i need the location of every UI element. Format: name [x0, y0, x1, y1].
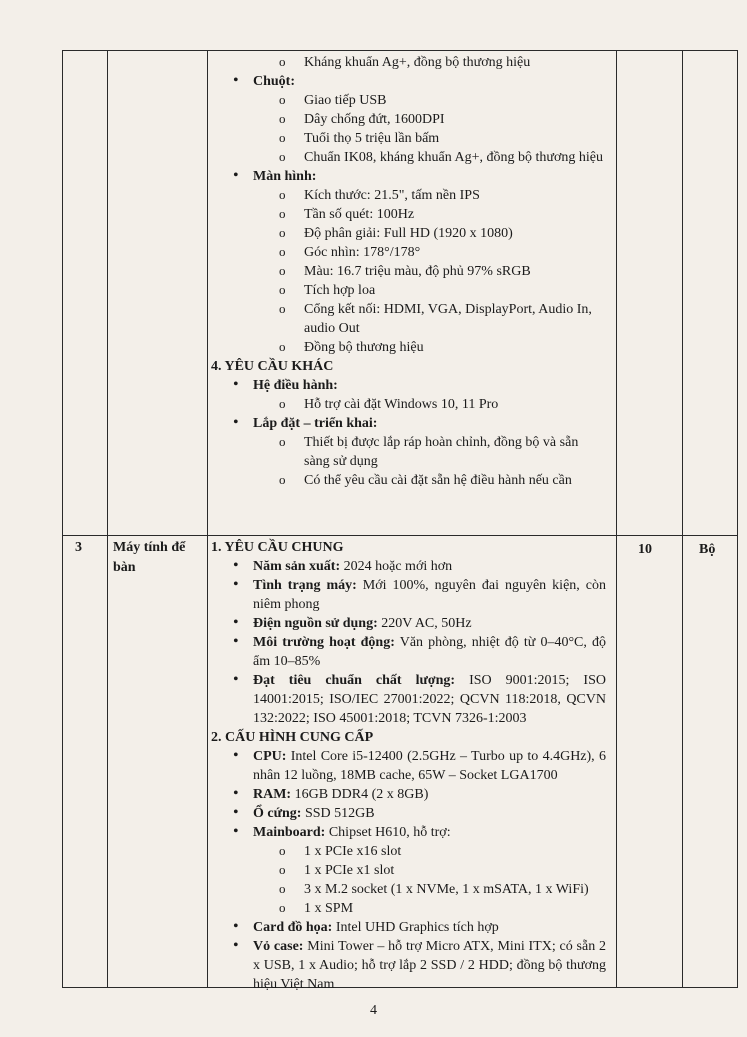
- spec-bullet: [211, 576, 606, 614]
- spec-bullet: [211, 376, 606, 395]
- spec-bullet: [211, 918, 606, 937]
- spec-subitem: o Dây chống đứt, 1600DPI: [211, 110, 606, 129]
- col-divider: [616, 51, 617, 987]
- row-divider: [63, 535, 737, 536]
- spec-label: Card đồ họa:: [253, 920, 333, 935]
- spec-label: Đạt tiêu chuẩn chất lượng:: [253, 673, 456, 688]
- spec-bullet: [211, 804, 606, 823]
- spec-subitem: o Cổng kết nối: HDMI, VGA, DisplayPort, Audio In, audio Out: [211, 300, 606, 338]
- spec-subitem: o Kháng khuẩn Ag+, đồng bộ thương hiệu: [211, 53, 606, 72]
- spec-bullet: [211, 614, 606, 633]
- spec-value: Chipset H610, hỗ trợ:: [325, 825, 451, 840]
- spec-label: Màn hình:: [253, 169, 317, 184]
- spec-subitem: o 1 x PCIe x1 slot: [211, 861, 606, 880]
- spec-subitem: o Đồng bộ thương hiệu: [211, 338, 606, 357]
- spec-subitem: o Tuổi thọ 5 triệu lần bấm: [211, 129, 606, 148]
- spec-bullet: [211, 937, 606, 994]
- spec-value: Intel Core i5-12400 (2.5GHz – Turbo up to 4.4GHz), 6 nhân 12 luồng, 18MB cache, 65W – Socket LGA1700: [253, 749, 606, 783]
- spec-bullet: [211, 557, 606, 576]
- section-heading: 2. CẤU HÌNH CUNG CẤP: [211, 730, 374, 745]
- spec-label: Môi trường hoạt động:: [253, 635, 395, 650]
- spec-label: Vỏ case:: [253, 939, 304, 954]
- spec-label: Ổ cứng:: [253, 806, 302, 821]
- spec-subitem: o Giao tiếp USB: [211, 91, 606, 110]
- spec-label: Chuột:: [253, 74, 296, 89]
- spec-value: 220V AC, 50Hz: [377, 616, 472, 631]
- row-quantity: 10: [638, 542, 652, 557]
- spec-value: ISO 9001:2015; ISO 14001:2015; ISO/IEC 27001:2022; QCVN 118:2018, QCVN 132:2022; ISO 45001:2018; TCVN 7326-1:2003: [253, 673, 606, 726]
- spec-subitem: o Tích hợp loa: [211, 281, 606, 300]
- spec-value: Văn phòng, nhiệt độ từ 0–40°C, độ ẩm 10–85%: [253, 635, 606, 669]
- spec-cell-desktop: [211, 538, 606, 994]
- spec-label: Năm sản xuất:: [253, 559, 341, 574]
- spec-bullet: [211, 785, 606, 804]
- spec-subitem: o 1 x PCIe x16 slot: [211, 842, 606, 861]
- spec-subitem: o Góc nhìn: 178°/178°: [211, 243, 606, 262]
- col-divider: [207, 51, 208, 987]
- row-stt: 3: [75, 540, 82, 555]
- spec-bullet: [211, 633, 606, 671]
- spec-subitem: o Hỗ trợ cài đặt Windows 10, 11 Pro: [211, 395, 606, 414]
- spec-subitem: o Màu: 16.7 triệu màu, độ phủ 97% sRGB: [211, 262, 606, 281]
- spec-value: 2024 hoặc mới hơn: [340, 559, 453, 574]
- section-heading: 1. YÊU CẦU CHUNG: [211, 540, 344, 555]
- spec-value: SSD 512GB: [301, 806, 375, 821]
- spec-bullet: [211, 72, 606, 91]
- spec-label: Mainboard:: [253, 825, 326, 840]
- spec-label: Hệ điều hành:: [253, 378, 338, 393]
- spec-subitem: o 3 x M.2 socket (1 x NVMe, 1 x mSATA, 1 x WiFi): [211, 880, 606, 899]
- spec-cell-prev: [211, 53, 606, 490]
- spec-subitem: o Thiết bị được lắp ráp hoàn chỉnh, đồng bộ và sẵn sàng sử dụng: [211, 433, 606, 471]
- section-heading: 4. YÊU CẦU KHÁC: [211, 359, 334, 374]
- row-product-name: Máy tính để bàn: [113, 540, 186, 575]
- spec-subitem: o Chuẩn IK08, kháng khuẩn Ag+, đồng bộ thương hiệu: [211, 148, 606, 167]
- spec-value: Mới 100%, nguyên đai nguyên kiện, còn niêm phong: [253, 578, 606, 612]
- spec-label: RAM:: [253, 787, 292, 802]
- spec-subitem: o Kích thước: 21.5", tấm nền IPS: [211, 186, 606, 205]
- spec-value: Intel UHD Graphics tích hợp: [332, 920, 499, 935]
- spec-subitem: o 1 x SPM: [211, 899, 606, 918]
- spec-subitem: o Độ phân giải: Full HD (1920 x 1080): [211, 224, 606, 243]
- spec-label: Tình trạng máy:: [253, 578, 357, 593]
- col-divider: [107, 51, 108, 987]
- spec-bullet: [211, 167, 606, 186]
- spec-table: [62, 50, 738, 992]
- spec-subitem: o Tần số quét: 100Hz: [211, 205, 606, 224]
- spec-label: Điện nguồn sử dụng:: [253, 616, 378, 631]
- spec-label: Lắp đặt – triển khai:: [253, 416, 378, 431]
- spec-label: CPU:: [253, 749, 287, 764]
- spec-value: Mini Tower – hỗ trợ Micro ATX, Mini ITX; có sẵn 2 x USB, 1 x Audio; hỗ trợ lắp 2 SSD / 2 HDD; đồng bộ thương hiệu Việt Nam: [253, 939, 606, 992]
- page-number: 4: [370, 1003, 377, 1018]
- spec-value: 16GB DDR4 (2 x 8GB): [291, 787, 429, 802]
- spec-subitem: o Có thể yêu cầu cài đặt sẵn hệ điều hành nếu cần: [211, 471, 606, 490]
- spec-bullet: [211, 823, 606, 842]
- spec-bullet: [211, 671, 606, 728]
- spec-bullet: [211, 414, 606, 433]
- col-divider: [682, 51, 683, 987]
- row-unit: Bộ: [699, 542, 716, 557]
- spec-bullet: [211, 747, 606, 785]
